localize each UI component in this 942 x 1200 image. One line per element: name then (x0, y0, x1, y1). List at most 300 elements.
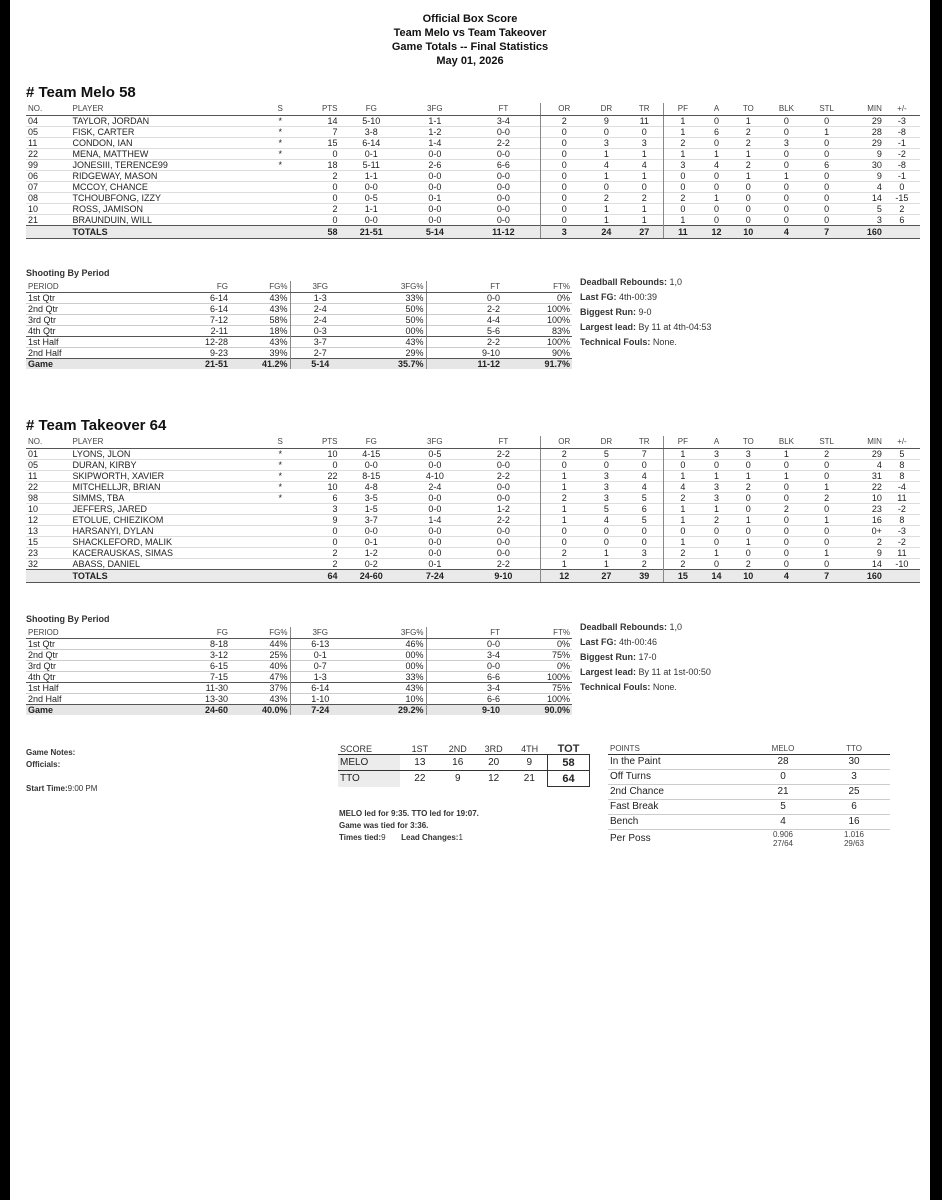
column-header: FG (136, 627, 230, 639)
stat-cell: 1-4 (403, 138, 467, 149)
stat-cell: -3 (884, 526, 920, 537)
stat-cell: 43% (230, 337, 290, 348)
stat-cell: 15 (26, 537, 70, 548)
stat-cell: 0 (541, 149, 588, 160)
stat-cell: 2 (587, 193, 625, 204)
player-row (26, 504, 920, 515)
stat-cell: 1 (731, 537, 765, 548)
stat-cell: 1 (587, 548, 625, 559)
stat-cell: 0 (301, 537, 339, 548)
stat-cell: 91.7% (502, 359, 572, 370)
stat-cell: * (259, 449, 301, 460)
stat-cell: 0 (765, 515, 807, 526)
stat-cell: 21 (26, 215, 70, 226)
stat-cell: 3-7 (290, 337, 350, 348)
stat-cell: 3 (702, 493, 732, 504)
stat-cell: 0 (765, 149, 807, 160)
points-cell: 5 (748, 800, 818, 815)
total-cell: 12 (702, 226, 732, 239)
stat-cell: 100% (502, 672, 572, 683)
points-cell: In the Paint (608, 755, 748, 770)
last-fg: Last FG: 4th-00:39 (580, 292, 658, 302)
stat-cell: 21-51 (136, 359, 230, 370)
stat-cell: 8-18 (136, 639, 230, 650)
stat-cell: 13-30 (136, 694, 230, 705)
stat-cell: 8 (884, 515, 920, 526)
stat-cell: 8 (884, 471, 920, 482)
stat-cell: RIDGEWAY, MASON (70, 171, 259, 182)
stat-cell: 0 (765, 493, 807, 504)
stat-cell: FISK, CARTER (70, 127, 259, 138)
stat-cell: 1 (541, 559, 588, 570)
stat-cell: 1-4 (403, 515, 467, 526)
stat-cell: 0 (702, 171, 732, 182)
stat-cell: 1-2 (403, 127, 467, 138)
column-header: PTS (301, 436, 339, 449)
stat-cell: TAYLOR, JORDAN (70, 116, 259, 127)
stat-cell: 0 (587, 127, 625, 138)
stat-cell: 32 (26, 559, 70, 570)
total-cell: 12 (541, 570, 588, 583)
team-melo-notes (580, 275, 711, 350)
stat-cell: 2-4 (290, 304, 350, 315)
stat-cell: 5-6 (426, 326, 502, 337)
stat-cell: 100% (502, 315, 572, 326)
stat-cell: 1 (587, 149, 625, 160)
column-header: 3FG (403, 436, 467, 449)
stat-cell: 0-0 (467, 460, 541, 471)
stat-cell: 0-0 (467, 537, 541, 548)
column-header: 3FG (290, 281, 350, 293)
stat-cell: 2-2 (426, 337, 502, 348)
stat-cell: 6-14 (290, 683, 350, 694)
stat-cell: 3-5 (340, 493, 404, 504)
stat-cell: 1 (731, 171, 765, 182)
player-row (26, 171, 920, 182)
period-row (26, 326, 572, 337)
stat-cell: 10 (846, 493, 884, 504)
stat-cell: 0-0 (340, 460, 404, 471)
stat-cell: 3 (587, 493, 625, 504)
stat-cell: 2 (731, 559, 765, 570)
per-poss-fraction: 29/63 (843, 839, 865, 848)
stat-cell: 6-15 (136, 661, 230, 672)
column-header: TTO (818, 744, 890, 755)
stat-cell: 1 (625, 204, 663, 215)
stat-cell: 0 (541, 127, 588, 138)
stat-cell: 4 (625, 471, 663, 482)
stat-cell: KACERAUSKAS, SIMAS (70, 548, 259, 559)
column-header: NO. (26, 103, 70, 116)
player-row (26, 449, 920, 460)
column-header: A (702, 103, 732, 116)
column-header: PERIOD (26, 627, 136, 639)
stat-cell: 5-10 (340, 116, 404, 127)
period-row (26, 650, 572, 661)
stat-cell: 0-5 (340, 193, 404, 204)
stat-cell: 2 (541, 493, 588, 504)
technical-fouls: Technical Fouls: None. (580, 337, 677, 347)
stat-cell: 2 (625, 193, 663, 204)
stat-cell: 00% (350, 326, 426, 337)
stat-cell: 8-15 (340, 471, 404, 482)
stat-cell: 0-0 (403, 493, 467, 504)
stat-cell: 0 (664, 182, 702, 193)
total-cell: 7 (808, 226, 846, 239)
totals-row (26, 226, 920, 239)
column-header: FT (467, 436, 541, 449)
stat-cell: 1 (541, 504, 588, 515)
stat-cell: 35.7% (350, 359, 426, 370)
per-poss-fraction: 27/64 (772, 839, 794, 848)
stat-cell: 0% (502, 293, 572, 304)
player-row (26, 116, 920, 127)
stat-cell: 4 (587, 160, 625, 171)
stat-cell: JEFFERS, JARED (70, 504, 259, 515)
header-row (26, 436, 920, 449)
stat-cell: 6-13 (290, 639, 350, 650)
stat-cell: 0 (702, 138, 732, 149)
stat-cell (259, 548, 301, 559)
largest-lead: Largest lead: By 11 at 4th-04:53 (580, 322, 712, 332)
stat-cell: 4 (846, 182, 884, 193)
stat-cell: 8 (884, 460, 920, 471)
stat-cell: 1 (587, 559, 625, 570)
player-row (26, 204, 920, 215)
stat-cell: 0 (587, 182, 625, 193)
score-cell: MELO (338, 755, 400, 771)
stat-cell: 0-1 (340, 149, 404, 160)
column-header: DR (587, 436, 625, 449)
stat-cell: 3 (702, 449, 732, 460)
total-cell (884, 570, 920, 583)
stat-cell: 58% (230, 315, 290, 326)
stat-cell: 0 (702, 559, 732, 570)
per-poss-number: 0.906 (772, 830, 794, 839)
points-row (608, 785, 890, 800)
total-cell: 15 (664, 570, 702, 583)
stat-cell: 2 (731, 127, 765, 138)
stat-cell: 2-4 (403, 482, 467, 493)
stat-cell: 0 (541, 526, 588, 537)
stat-cell: 29 (846, 116, 884, 127)
column-header: OR (541, 103, 588, 116)
stat-cell: 0 (625, 182, 663, 193)
stat-cell: 40.0% (230, 705, 290, 716)
stat-cell: 3 (846, 215, 884, 226)
column-header: 4TH (521, 744, 539, 754)
stat-cell: 1 (808, 482, 846, 493)
column-header: TR (625, 103, 663, 116)
stat-cell: 9-10 (426, 348, 502, 359)
stat-cell: 2nd Qtr (26, 304, 136, 315)
period-row (26, 672, 572, 683)
stat-cell: 4-8 (340, 482, 404, 493)
stat-cell: 50% (350, 304, 426, 315)
stat-cell: 0 (541, 215, 588, 226)
stat-cell: 08 (26, 193, 70, 204)
player-row (26, 537, 920, 548)
stat-cell: 90% (502, 348, 572, 359)
stat-cell: DURAN, KIRBY (70, 460, 259, 471)
player-row (26, 559, 920, 570)
stat-cell: TCHOUBFONG, IZZY (70, 193, 259, 204)
score-cell: TTO (338, 771, 400, 787)
stat-cell: 9 (846, 171, 884, 182)
stat-cell: 29 (846, 449, 884, 460)
column-header: PERIOD (26, 281, 136, 293)
stat-cell: 1-3 (290, 672, 350, 683)
stat-cell: 2-2 (467, 449, 541, 460)
stat-cell: 1 (731, 471, 765, 482)
stat-cell: 0 (541, 182, 588, 193)
stat-cell: 1 (702, 193, 732, 204)
stat-cell: 0 (702, 116, 732, 127)
stat-cell: 1-2 (340, 548, 404, 559)
stat-cell (259, 537, 301, 548)
stat-cell: 1 (664, 215, 702, 226)
stat-cell: 0 (541, 193, 588, 204)
stat-cell: 04 (26, 116, 70, 127)
stat-cell: 7-12 (136, 315, 230, 326)
column-header: 3FG (290, 627, 350, 639)
stat-cell: 0 (765, 215, 807, 226)
largest-lead: Largest lead: By 11 at 1st-00:50 (580, 667, 711, 677)
game-date: May 01, 2026 (436, 55, 504, 67)
stat-cell: 0-7 (290, 661, 350, 672)
stat-cell: 06 (26, 171, 70, 182)
total-cell: 5-14 (403, 226, 467, 239)
score-cell: 22 (400, 771, 440, 787)
stat-cell: 05 (26, 460, 70, 471)
stat-cell: 0 (808, 182, 846, 193)
stat-cell: 2 (664, 493, 702, 504)
stat-cell: Game (26, 705, 136, 716)
biggest-run: Biggest Run: 17-0 (580, 652, 657, 662)
stat-cell: 1 (664, 504, 702, 515)
total-cell: 27 (587, 570, 625, 583)
stat-cell: 22 (26, 482, 70, 493)
stat-cell (259, 526, 301, 537)
stat-cell: 0 (541, 204, 588, 215)
total-cell: 7-24 (403, 570, 467, 583)
box-score-page (10, 0, 930, 1200)
stat-cell: 47% (230, 672, 290, 683)
stat-cell: 0 (884, 182, 920, 193)
column-header: FT% (502, 627, 572, 639)
stat-cell: 0 (731, 504, 765, 515)
player-row (26, 182, 920, 193)
stat-cell: -8 (884, 160, 920, 171)
stat-cell: 1 (664, 116, 702, 127)
stat-cell: 9-23 (136, 348, 230, 359)
per-poss-value (818, 830, 890, 849)
stat-cell: 39% (230, 348, 290, 359)
stat-cell: * (259, 116, 301, 127)
stat-cell: 1st Qtr (26, 293, 136, 304)
stat-cell: 28 (846, 127, 884, 138)
stat-cell: 10 (26, 504, 70, 515)
stat-cell: 1-1 (340, 204, 404, 215)
stat-cell: 4-4 (426, 315, 502, 326)
team-takeover-shooting-title: Shooting By Period (26, 614, 110, 624)
stat-cell: 0% (502, 639, 572, 650)
points-row (608, 755, 890, 770)
team-melo-shooting-table (26, 281, 572, 369)
stat-cell: 2 (301, 559, 339, 570)
stat-cell: 12 (26, 515, 70, 526)
stat-cell: 1-5 (340, 504, 404, 515)
stat-cell: 2-2 (467, 559, 541, 570)
column-header: 3FG (403, 103, 467, 116)
stat-cell: * (259, 127, 301, 138)
stat-cell: 0 (541, 138, 588, 149)
stat-cell: 1-3 (290, 293, 350, 304)
stat-cell: 22 (26, 149, 70, 160)
stat-cell: 5 (587, 504, 625, 515)
stat-cell: 0 (625, 526, 663, 537)
stat-cell: 0 (625, 460, 663, 471)
stat-cell: 0-0 (340, 182, 404, 193)
stat-cell: 0+ (846, 526, 884, 537)
stat-cell: 2 (541, 548, 588, 559)
column-header: TO (731, 436, 765, 449)
player-row (26, 548, 920, 559)
stat-cell: 0 (587, 537, 625, 548)
stat-cell: 0 (765, 160, 807, 171)
stat-cell: 6 (301, 493, 339, 504)
stat-cell: 1 (664, 127, 702, 138)
stat-cell: SKIPWORTH, XAVIER (70, 471, 259, 482)
stat-cell: 1st Qtr (26, 639, 136, 650)
stat-cell: 0 (808, 193, 846, 204)
officials-label: Officials: (26, 760, 61, 769)
stat-cell: 15 (301, 138, 339, 149)
stat-cell: 1 (702, 471, 732, 482)
column-header: +/- (884, 436, 920, 449)
stat-cell: 22 (301, 471, 339, 482)
stat-cell: 1 (625, 215, 663, 226)
stat-cell: MITCHELLJR, BRIAN (70, 482, 259, 493)
stat-cell: 11 (26, 471, 70, 482)
stat-cell: 1-2 (467, 504, 541, 515)
total-cell: 9-10 (467, 570, 541, 583)
stat-cell: 6 (702, 127, 732, 138)
column-header: TR (625, 436, 663, 449)
points-cell: Off Turns (608, 770, 748, 785)
total-cell: 160 (846, 570, 884, 583)
stat-cell: 2 (731, 482, 765, 493)
stat-cell (259, 515, 301, 526)
stat-cell: 0 (808, 204, 846, 215)
total-cell: 14 (702, 570, 732, 583)
stat-cell: 0 (702, 182, 732, 193)
stat-cell: 1 (587, 171, 625, 182)
column-header: OR (541, 436, 588, 449)
stat-cell: 14 (846, 193, 884, 204)
stat-cell: 1 (731, 149, 765, 160)
stat-cell: 50% (350, 315, 426, 326)
total-cell (259, 226, 301, 239)
stat-cell: -8 (884, 127, 920, 138)
column-header: BLK (765, 103, 807, 116)
stat-cell: 0-0 (467, 548, 541, 559)
column-header: S (259, 103, 301, 116)
total-cell: 10 (731, 570, 765, 583)
stat-cell: -15 (884, 193, 920, 204)
column-header: FG% (230, 627, 290, 639)
stat-cell: 10 (301, 449, 339, 460)
team-takeover-shooting-table (26, 627, 572, 715)
points-cell: 25 (818, 785, 890, 800)
stat-cell: 0-1 (340, 537, 404, 548)
stat-cell: 5 (587, 449, 625, 460)
stat-cell: 1 (625, 171, 663, 182)
stat-cell: 1 (664, 515, 702, 526)
stat-cell: 0 (587, 460, 625, 471)
score-cell: 12 (476, 771, 512, 787)
stat-cell: 12-28 (136, 337, 230, 348)
stat-cell: 7-15 (136, 672, 230, 683)
stat-cell: 2 (731, 160, 765, 171)
stat-cell: 0-0 (467, 149, 541, 160)
stat-cell (259, 182, 301, 193)
stat-cell: * (259, 460, 301, 471)
stat-cell: 07 (26, 182, 70, 193)
stat-cell: 22 (846, 482, 884, 493)
stat-cell: 6-14 (136, 293, 230, 304)
stat-cell: 18 (301, 160, 339, 171)
stat-cell: 0 (702, 537, 732, 548)
stat-cell: 100% (502, 694, 572, 705)
stat-cell: * (259, 493, 301, 504)
stat-cell: 0 (702, 215, 732, 226)
column-header: S (259, 436, 301, 449)
stat-cell: 0 (664, 171, 702, 182)
stat-cell: 0 (765, 204, 807, 215)
stat-cell: 0 (808, 537, 846, 548)
column-header: DR (587, 103, 625, 116)
total-cell (26, 570, 70, 583)
stat-cell: 6-6 (426, 694, 502, 705)
biggest-run: Biggest Run: 9-0 (580, 307, 652, 317)
header-row (26, 103, 920, 116)
deadball-rebounds: Deadball Rebounds: 1,0 (580, 277, 683, 287)
stat-cell: 01 (26, 449, 70, 460)
stat-cell: 3 (731, 449, 765, 460)
stat-cell: 5 (884, 449, 920, 460)
stat-cell: 29% (350, 348, 426, 359)
stat-cell: 100% (502, 304, 572, 315)
points-cell: 0 (748, 770, 818, 785)
stat-cell (259, 193, 301, 204)
stat-cell: 0 (702, 204, 732, 215)
stat-cell: 0 (301, 149, 339, 160)
tied-text: Game was tied for 3:36. (339, 821, 429, 830)
column-header: PLAYER (70, 436, 259, 449)
points-cell: 28 (748, 755, 818, 770)
score-cell: 58 (548, 755, 590, 771)
stat-cell: SHACKLEFORD, MALIK (70, 537, 259, 548)
stat-cell: -2 (884, 537, 920, 548)
stat-cell: 3-4 (467, 116, 541, 127)
stat-cell (259, 204, 301, 215)
stat-cell: 1 (808, 548, 846, 559)
total-cell: 21-51 (340, 226, 404, 239)
stat-cell: 6-6 (426, 672, 502, 683)
total-cell: 27 (625, 226, 663, 239)
stat-cell: 9 (301, 515, 339, 526)
